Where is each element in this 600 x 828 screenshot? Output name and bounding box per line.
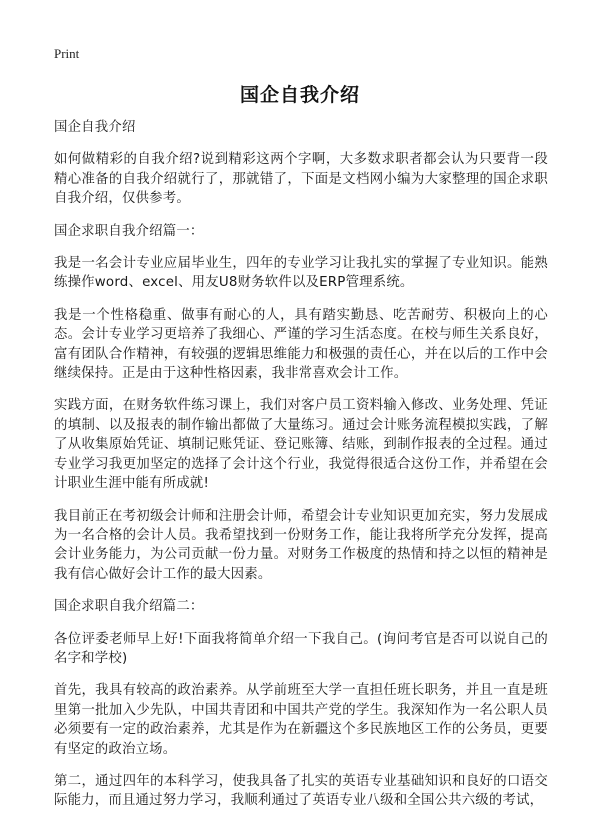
paragraph: 各位评委老师早上好!下面我将简单介绍一下我自己。(询问考官是否可以说自己的名字和学校) [54, 631, 548, 666]
paragraph: 我是一名会计专业应届毕业生，四年的专业学习让我扎实的掌握了专业知识。能熟练操作word、excel、用友U8财务软件以及ERP管理系统。 [54, 256, 548, 291]
section-heading-part-one: 国企求职自我介绍篇一： [54, 223, 204, 239]
section-heading: 国企自我介绍 [54, 120, 136, 135]
print-link[interactable]: Print [54, 46, 80, 61]
intro-paragraph: 如何做精彩的自我介绍?说到精彩这两个字啊，大多数求职者都会认为只要背一段精心准备的自我介绍就行了，那就错了，下面是文档网小编为大家整理的国企求职自我介绍，仅供参考。 [54, 152, 548, 207]
page-title: 国企自我介绍 [239, 84, 360, 106]
paragraph: 第二，通过四年的本科学习，使我具备了扎实的英语专业基础知识和良好的口语交际能力，而且通过努力学习，我顺利通过了英语专业八级和全国公共六级的考试， [54, 773, 548, 809]
section-heading-part-two: 国企求职自我介绍篇二： [54, 599, 204, 615]
paragraph: 实践方面，在财务软件练习课上，我们对客户员工资料输入修改、业务处理、凭证的填制、以及报表的制作输出都做了大量练习。通过会计账务流程模拟实践，了解了从收集原始凭证、填制记账凭证、登记账簿、结账，到制作报表的全过程。通过专业学习我更加坚定的选择了会计这个行业，我觉得很适合这份工作，并希望在会计职业生涯中能有所成就! [54, 398, 548, 492]
paragraph: 我目前正在考初级会计师和注册会计师，希望会计专业知识更加充实，努力发展成为一名合格的会计人员。我希望找到一份财务工作，能让我将所学充分发挥，提高会计业务能力，为公司贡献一份力量。对财务工作极度的热情和持之以恒的精神是我有信心做好会计工作的最大因素。 [54, 508, 548, 582]
document-body [54, 118, 548, 824]
paragraph: 首先，我具有较高的政治素养。从学前班至大学一直担任班长职务，并且一直是班里第一批加入少先队，中国共青团和中国共产党的学生。我深知作为一名公职人员必须要有一定的政治素养，尤其是作为在新疆这个多民族地区工作的公务员，更要有坚定的政治立场。 [54, 683, 548, 757]
paragraph: 我是一个性格稳重、做事有耐心的人，具有踏实勤恳、吃苦耐劳、积极向上的心态。会计专业学习更培养了我细心、严谨的学习生活态度。在校与师生关系良好，富有团队合作精神，有较强的逻辑思维能力和极强的责任心，并在以后的工作中会继续保持。正是由于这种性格因素，我非常喜欢会计工作。 [54, 307, 548, 382]
